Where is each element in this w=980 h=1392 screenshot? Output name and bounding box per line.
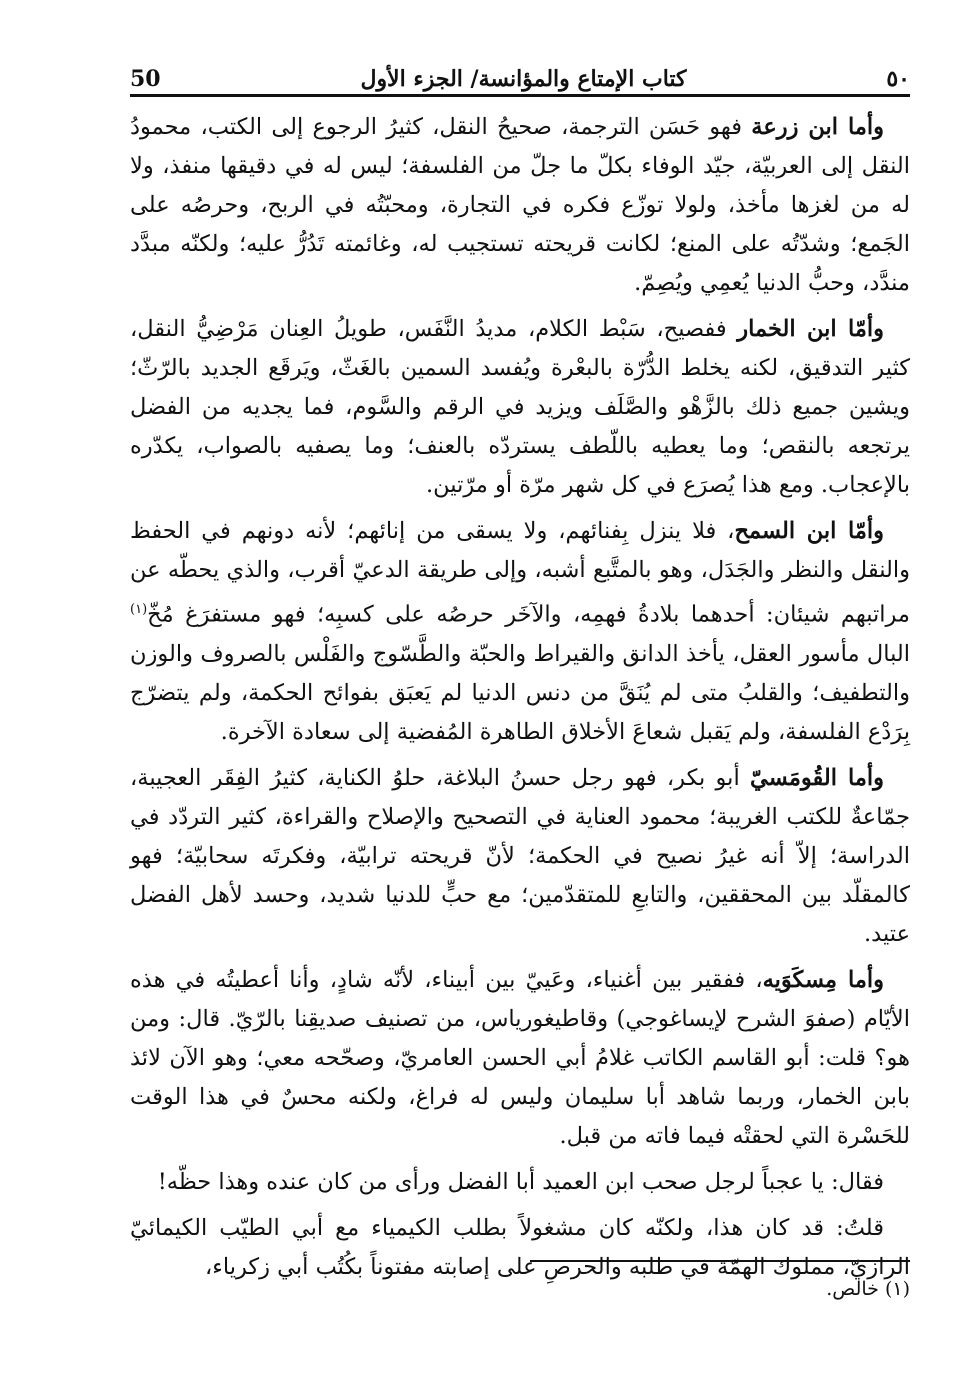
paragraph-text: ففصيح، سَبْط الكلام، مديدُ النَّفَس، طويلُ العِنان مَرْضِيُّ النقل، كثير التدقيق، لكنه يخلط الدُّرّة بالبعْرة ويُفسد السمين بالغَثّ، ويَرقَع الجديد بالرّثّ؛ ويشين جميع ذلك بالزَّهْو والصَّلَف ويزيد في الرقم والسَّوم، فما يجديه من الفضل يرتجعه بالنقص؛ وما يعطيه باللّطف يستردّه بالعنف؛ وما يصفيه بالصواب، يكدّره بالإعجاب. ومع هذا يُصرَع في كل شهر مرّة أو مرّتين. [130,316,910,498]
paragraph-text: فقال: يا عجباً لرجل صحب ابن العميد أبا الفضل ورأى من كان عنده وهذا حظّه! [157,1168,884,1195]
footnote-text: خالص. [826,1278,879,1300]
paragraph-text: ، فلا ينزل بِفنائهم، ولا يسقى من إنائهم؛ لأنه دونهم في الحفظ والنقل والنظر والجَدَل، وهو بالمتَّبع أشبه، وإلى طريقة الدعيّ أقرب، والذي يحطّه عن مراتبهم شيئان: أحدهما بلادةُ فهمِه، والآخَر حرصُه على كسبِه؛ فهو مستفرَغ مُخّ [130,518,910,628]
paragraph [130,759,910,954]
page-number-latin: 50 [130,66,161,92]
paragraph-text: ، ففقير بين أغنياء، وعَييّ بين أبيناء، لأنّه شادٍ، وأنا أعطيتُه في هذه الأيّام (صفوَ الشرح لإيساغوجي) وقاطيغورياس، من تصنيف صديقِنا بالرّيّ. قال: ومن هو؟ قلت: أبو القاسم الكاتب غلامُ أبي الحسن العامريّ، وصحّحه معي؛ وهو الآن لائذ بابن الخمار، وربما شاهد أبا سليمان وليس له فراغ، ولكنه محسٌ في هذا الوقت للحَسْرة التي لحقتْه فيما فاته من قبل. [130,966,910,1149]
running-title: كتاب الإمتاع والمؤانسة/ الجزء الأول [360,66,687,92]
main-text [130,108,910,1294]
header-rule [130,94,910,97]
paragraph-lead: وأما ابن زرعة [751,114,884,140]
paragraph-text: أبو بكر، فهو رجل حسنُ البلاغة، حلوُ الكناية، كثيرُ الفِقَر العجيبة، جمّاعةٌ للكتب الغريبة؛ محمود العناية في التصحيح والإصلاح والقراءة، كثير التردّد في الدراسة؛ إلاّ أنه غيرُ نصيح في الحكمة؛ لأنّ قريحته ترابيّة، وفكرتَه سحابيّة؛ فهو كالمقلّد بين المحققين، والتابعِ للمتقدّمين؛ مع حبٍّ للدنيا شديد، وحسد لأهل الفضل عتيد. [130,764,910,947]
page-number-arabic: ٥٠ [886,66,910,92]
paragraph [130,961,910,1156]
paragraph [130,310,910,505]
page-header [130,52,910,92]
paragraph [130,108,910,303]
paragraph-lead: وأما القُومَسيّ [750,764,884,791]
footnote-marker[interactable]: (١) [130,602,148,617]
footnote [510,1274,910,1304]
footnote-number: (١) [884,1278,910,1300]
paragraph [130,1163,910,1202]
paragraph-text: قلتُ: قد كان هذا، ولكنّه كان مشغولاً بطلب الكيمياء مع أبي الطيّب الكيمائيّ الرازيّ، مملوك الهمّة في طلبه والحرصِ على إصابته مفتوناً بكُتُب أبي زكرياء، [130,1214,910,1280]
paragraph-lead: وأما مِسكَوَيه [762,966,884,993]
paragraph-lead: وأمّا ابن الخمار [737,316,884,342]
paragraph-text-continued: البال مأسور العقل، يأخذ الدانق والقيراط والحبّة والطَّسّوج والفَلْس بالصروف والوزن والتطفيف؛ والقلبُ متى لم يُنَقَّ من دنس الدنيا لم يَعبَق بفوائح الحكمة، ولم يتضرّج بِرَدْع الفلسفة، ولم يَقبل شعاعَ الأخلاق الطاهرة المُفضية إلى سعادة الآخرة. [130,640,910,745]
paragraph [130,512,910,752]
paragraph-text: فهو حَسَن الترجمة، صحيحُ النقل، كثيرُ الرجوع إلى الكتب، محمودُ النقل إلى العربيّة، جيّد الوفاء بكلّ ما جلّ من الفلسفة؛ ليس له في دقيقها منفذ، ولا له من لغزها مأخذ، ولولا توزّع فكره في التجارة، ومحبّتُه في الربح، وحرصُه على الجَمع؛ وشدّتُه على المنع؛ لكانت قريحته تستجيب له، وغائمته تَدُرُّ عليه؛ ولكنّه مبدَّد مندَّد، وحبُّ الدنيا يُعمِي ويُصِمّ. [130,114,910,296]
paragraph-lead: وأمّا ابن السمح [734,518,884,544]
footnote-rule [530,1260,910,1262]
